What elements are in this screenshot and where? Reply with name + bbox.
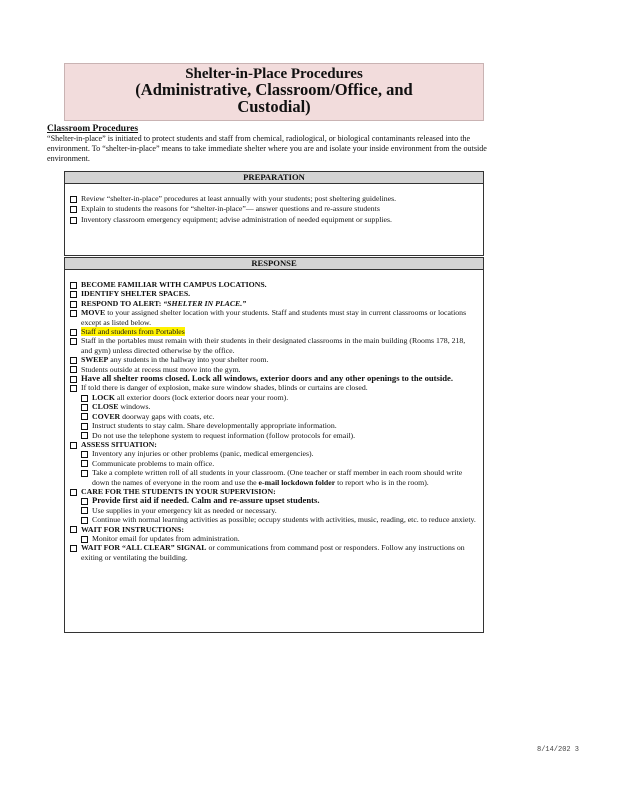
checkbox-icon[interactable] — [81, 413, 88, 420]
title-line-1: Shelter-in-Place Procedures — [185, 66, 363, 82]
list-item: Inventory classroom emergency equipment; advise administration of needed equipment or supplies. — [70, 215, 478, 224]
checkbox-icon[interactable] — [70, 376, 77, 383]
checkbox-icon[interactable] — [81, 404, 88, 411]
list-item: Take a complete written roll of all students in your classroom. (One teacher or staff member in each room should write down the names of everyone in the room and use the e-mail lockdown folder to report who is in the room). — [70, 468, 478, 487]
checkbox-icon[interactable] — [81, 517, 88, 524]
list-item: Have all shelter rooms closed. Lock all windows, exterior doors and any other openings to the outside. — [70, 374, 478, 383]
list-item: SWEEP any students in the hallway into your shelter room. — [70, 355, 478, 364]
response-header: RESPONSE — [65, 258, 483, 270]
checkbox-icon[interactable] — [81, 395, 88, 402]
list-item: Continue with normal learning activities as possible; occupy students with activities, music, reading, etc. to reduce anxiety. — [70, 515, 478, 524]
list-item: Students outside at recess must move into the gym. — [70, 365, 478, 374]
intro-paragraph: “Shelter-in-place” is initiated to protect students and staff from chemical, radiological, or biological contaminants released into the environment. To “shelter-in-place” means to take immediate shelter where you are and isolate your inside environment from the outside environment. — [47, 134, 487, 163]
list-item — [70, 327, 478, 336]
checkbox-icon[interactable] — [70, 545, 77, 552]
checkbox-icon[interactable] — [81, 470, 88, 477]
checkbox-icon[interactable] — [81, 451, 88, 458]
checkbox-icon[interactable] — [81, 498, 88, 505]
checkbox-icon[interactable] — [70, 310, 77, 317]
checkbox-icon[interactable] — [81, 536, 88, 543]
checkbox-icon[interactable] — [70, 282, 77, 289]
title-line-3: Custodial) — [237, 97, 311, 117]
list-item: ASSESS SITUATION: — [70, 440, 478, 449]
section-heading: Classroom Procedures — [47, 124, 139, 134]
footer-date: 8/14/202 3 — [537, 746, 580, 754]
list-item: RESPOND TO ALERT: “SHELTER IN PLACE.” — [70, 299, 478, 308]
preparation-header: PREPARATION — [65, 172, 483, 184]
checkbox-icon[interactable] — [70, 357, 77, 364]
list-item: Inventory any injuries or other problems (panic, medical emergencies). — [70, 449, 478, 458]
list-item: Do not use the telephone system to request information (follow protocols for email). — [70, 431, 478, 440]
list-item: MOVE to your assigned shelter location with your students. Staff and students must stay in current classrooms or locations except as listed below. — [70, 308, 478, 327]
list-item: Review “shelter-in-place” procedures at least annually with your students; post sheltering guidelines. — [70, 194, 478, 203]
checkbox-icon[interactable] — [70, 301, 77, 308]
list-item: Explain to students the reasons for “shelter-in-place”— answer questions and re-assure students — [70, 204, 478, 213]
checkbox-icon[interactable] — [81, 460, 88, 467]
preparation-box — [64, 171, 484, 256]
list-item: CLOSE windows. — [70, 402, 478, 411]
checkbox-icon[interactable] — [81, 423, 88, 430]
checkbox-icon[interactable] — [70, 442, 77, 449]
checkbox-icon[interactable] — [70, 206, 77, 213]
list-item: Communicate problems to main office. — [70, 459, 478, 468]
checkbox-icon[interactable] — [70, 217, 77, 224]
list-item: If told there is danger of explosion, make sure window shades, blinds or curtains are closed. — [70, 383, 478, 392]
checkbox-icon[interactable] — [81, 507, 88, 514]
list-item: WAIT FOR INSTRUCTIONS: — [70, 525, 478, 534]
checkbox-icon[interactable] — [70, 385, 77, 392]
list-item: BECOME FAMILIAR WITH CAMPUS LOCATIONS. — [70, 280, 478, 289]
list-item: IDENTIFY SHELTER SPACES. — [70, 289, 478, 298]
checkbox-icon[interactable] — [70, 526, 77, 533]
checkbox-icon[interactable] — [81, 432, 88, 439]
response-box — [64, 257, 484, 633]
checkbox-icon[interactable] — [70, 366, 77, 373]
list-item: Staff in the portables must remain with their students in their designated classrooms in the main building (Rooms 178, 218, and gym) unless directed otherwise by the office. — [70, 336, 478, 355]
list-item: LOCK all exterior doors (lock exterior doors near your room). — [70, 393, 478, 402]
list-item: COVER doorway gaps with coats, etc. — [70, 412, 478, 421]
document-title — [64, 63, 484, 121]
list-item: Instruct students to stay calm. Share developmentally appropriate information. — [70, 421, 478, 430]
checkbox-icon[interactable] — [70, 291, 77, 298]
checkbox-icon[interactable] — [70, 489, 77, 496]
title-line-2: (Administrative, Classroom/Office, and — [135, 80, 413, 100]
checkbox-icon[interactable] — [70, 329, 77, 336]
list-item: WAIT FOR “ALL CLEAR” SIGNAL or communications from command post or responders. Follow any instructions on exiting or ventilating the building. — [70, 543, 478, 562]
list-item: Monitor email for updates from administration. — [70, 534, 478, 543]
checkbox-icon[interactable] — [70, 196, 77, 203]
list-item: Provide first aid if needed. Calm and re-assure upset students. — [70, 496, 478, 505]
checkbox-icon[interactable] — [70, 338, 77, 345]
list-item: Use supplies in your emergency kit as needed or necessary. — [70, 506, 478, 515]
highlighted-text: Staff and students from Portables — [81, 327, 185, 337]
list-item: CARE FOR THE STUDENTS IN YOUR SUPERVISION: — [70, 487, 478, 496]
